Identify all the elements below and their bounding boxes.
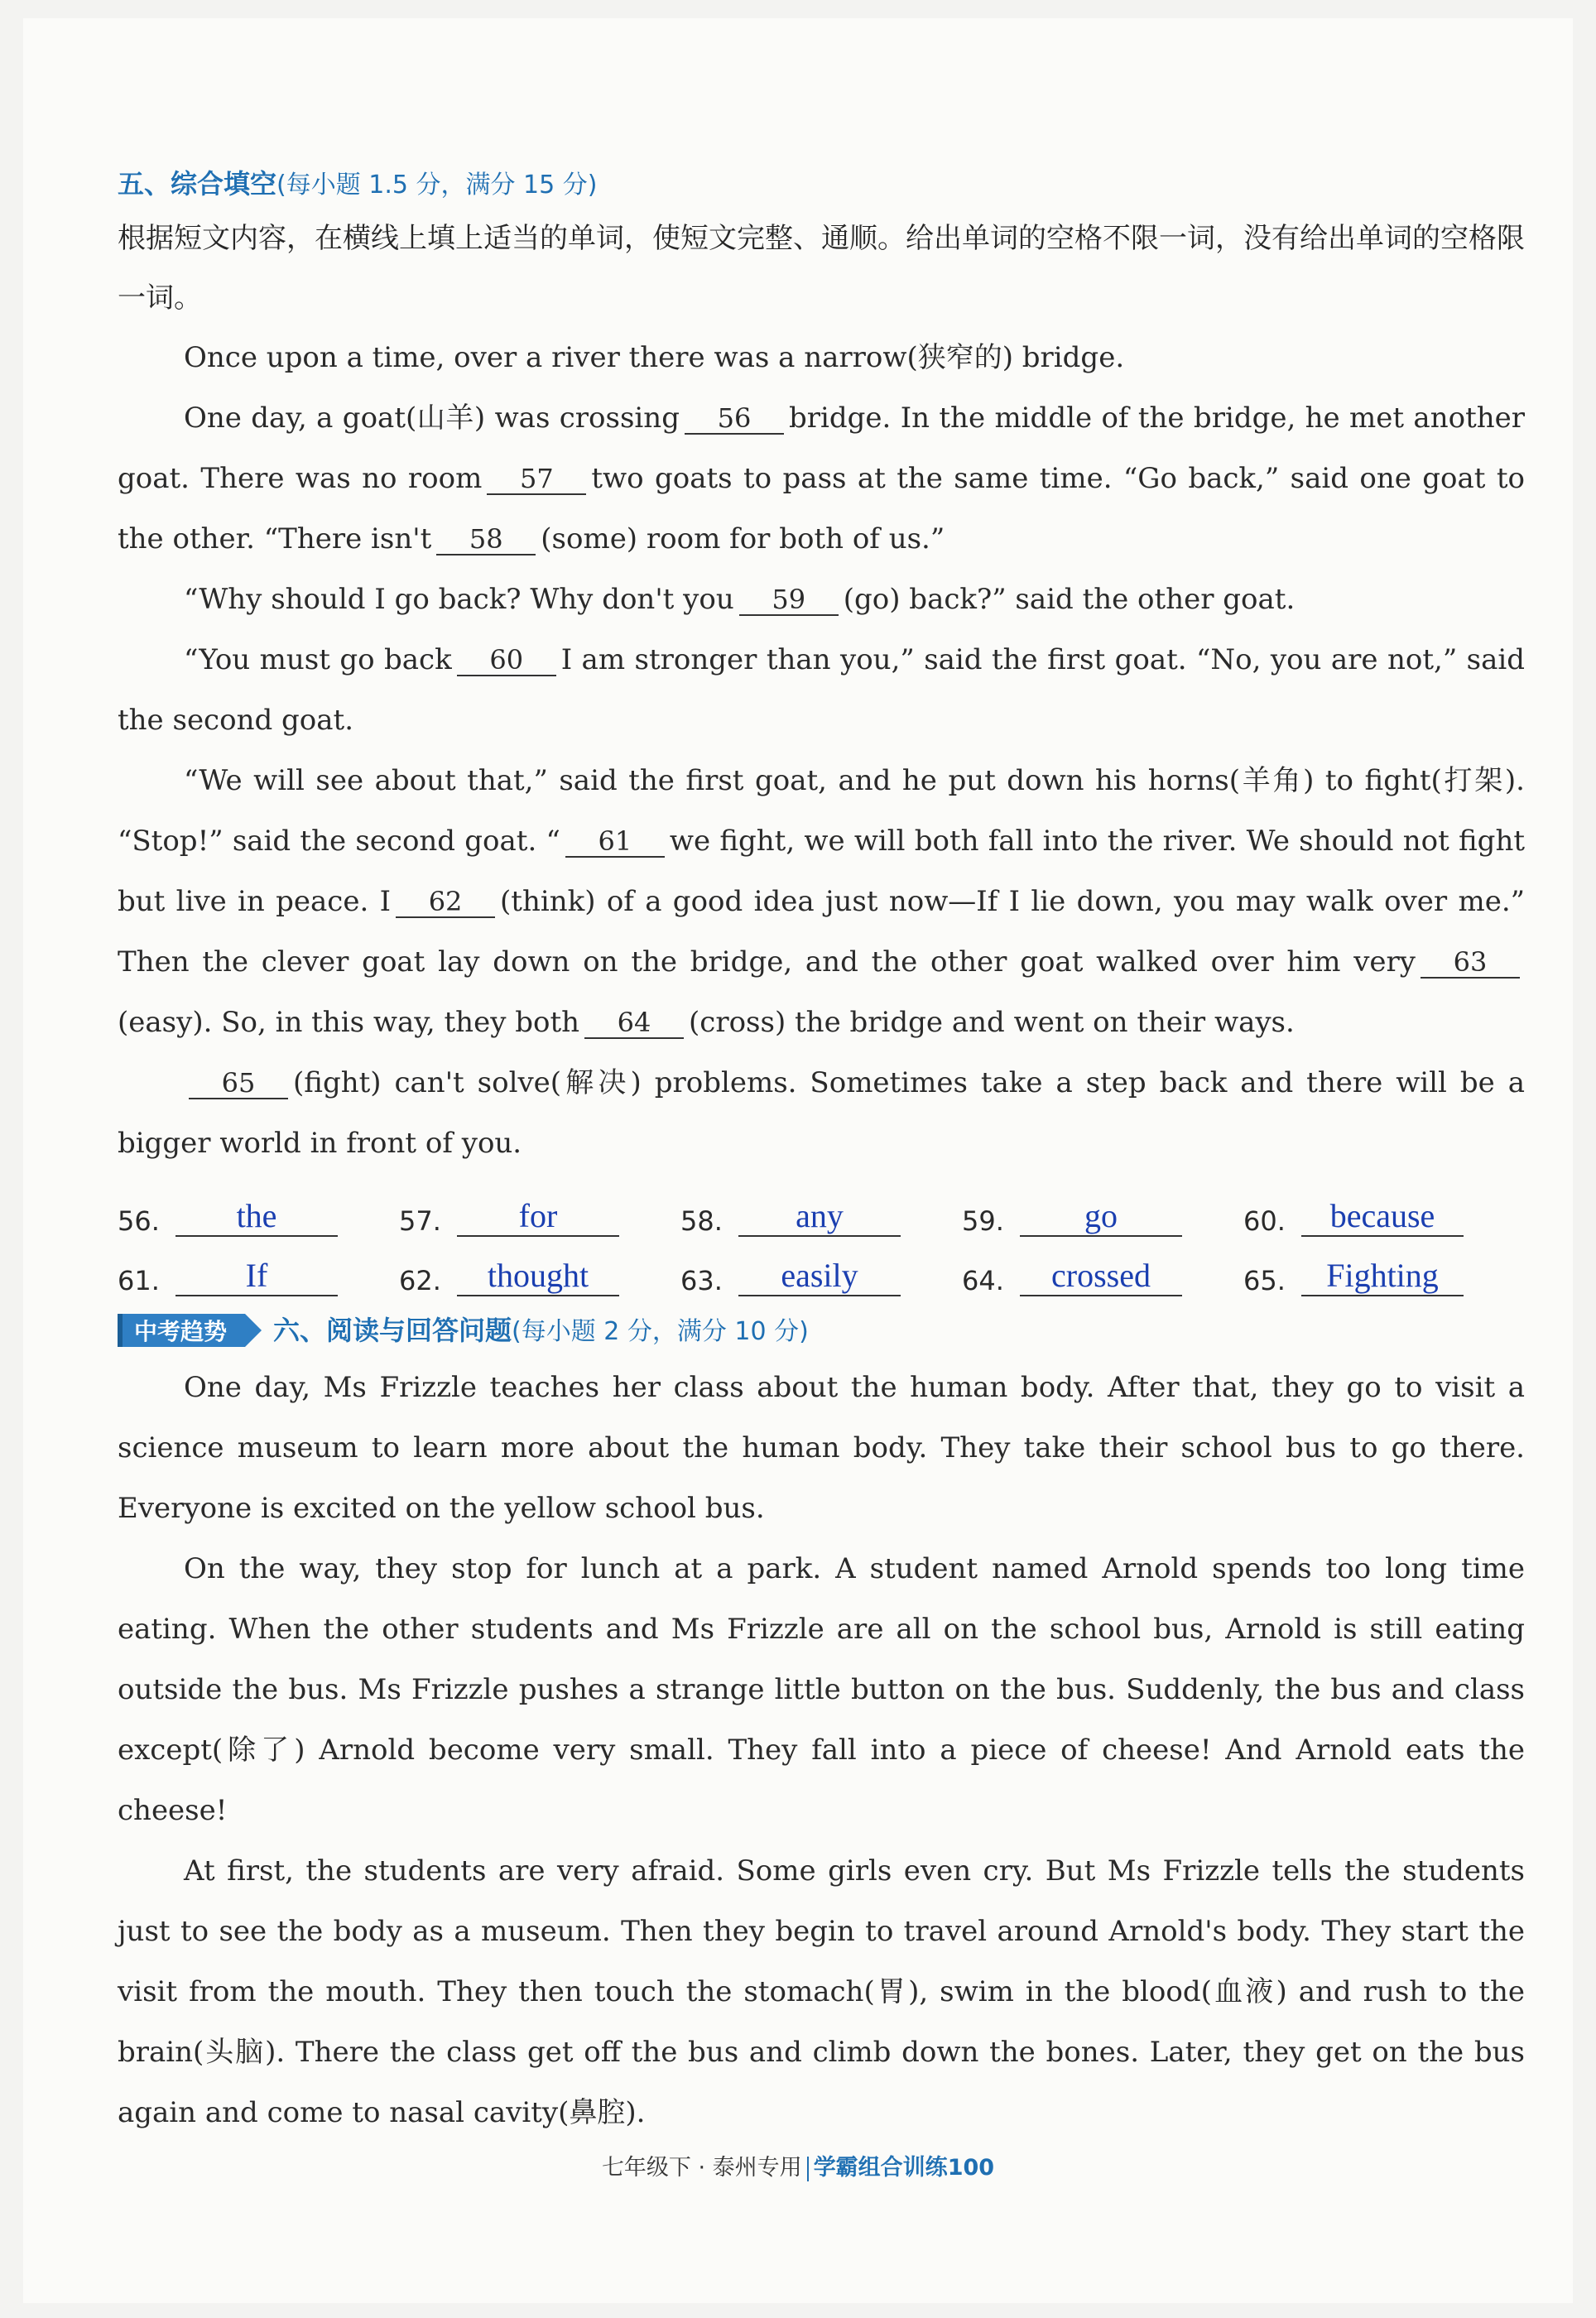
section-5-instruction: 根据短文内容，在横线上填上适当的单词，使短文完整、通顺。给出单词的空格不限一词，没有给出单词的空格限一词。 [118, 222, 1525, 315]
answer-number: 60. [1243, 1205, 1286, 1237]
passage-1-paragraph-3: “Why should I go back? Why don't you 59 (go) back?” said the other goat. [184, 583, 1296, 616]
footer-grade: 七年级下 · 泰州专用 [601, 2155, 802, 2181]
answer-value: Fighting [1301, 1257, 1464, 1296]
blank-56: 56 [685, 403, 784, 435]
blank-62: 62 [396, 887, 495, 918]
answer-number: 58. [680, 1205, 723, 1237]
answer-item [1243, 1197, 1525, 1237]
footer-divider [807, 2157, 809, 2181]
blank-64: 64 [584, 1008, 684, 1039]
answer-value: If [175, 1257, 338, 1296]
passage-2-paragraph-2: On the way, they stop for lunch at a park. A student named Arnold spends too long time eating. When the other students and Ms Frizzle are all on the school bus, Arnold is still eating outside the bus. Ms Frizzle pushes a strange little button on the bus. Suddenly, the bus and class except(除了) Arnold become very small. They fall into a piece of cheese! And Arnold eats the cheese! [118, 1552, 1525, 1827]
blank-60: 60 [457, 645, 556, 676]
footer-brand: 学霸组合训练 [813, 2155, 948, 2181]
answer-item [399, 1257, 680, 1296]
section-6-title: 六、阅读与回答问题 [273, 1315, 512, 1346]
section-5-score: (每小题 1.5 分，满分 15 分) [276, 171, 598, 200]
section-5-heading [118, 159, 1525, 209]
answer-value: thought [457, 1257, 619, 1296]
answer-item [399, 1197, 680, 1237]
answer-value: for [457, 1197, 619, 1237]
answer-grid [118, 1177, 1525, 1296]
page-footer [0, 2149, 1596, 2181]
blank-57: 57 [487, 464, 586, 495]
answer-value: any [738, 1197, 901, 1237]
answer-number: 63. [680, 1265, 723, 1296]
blank-58: 58 [436, 524, 536, 555]
footer-page-number: 100 [947, 2155, 995, 2181]
section-6-score: (每小题 2 分，满分 10 分) [512, 1317, 809, 1346]
blank-59: 59 [739, 584, 839, 616]
passage-1-paragraph-1: Once upon a time, over a river there was a narrow(狭窄的) bridge. [184, 341, 1125, 374]
blank-61: 61 [565, 826, 665, 858]
section-6-heading [118, 1303, 1525, 1358]
answer-value: because [1301, 1197, 1464, 1237]
answer-number: 65. [1243, 1265, 1286, 1296]
passage-2-paragraph-3: At first, the students are very afraid. Some girls even cry. But Ms Frizzle tells the students just to see the body as a museum. Then they begin to travel around Arnold's body. They start the visit from the mouth. They then touch the stomach(胃), swim in the blood(血液) and rush to the brain(头脑). There the class get off the bus and climb down the bones. Later, they get on the bus again and come to nasal cavity(鼻腔). [118, 1854, 1525, 2129]
answer-item [680, 1197, 962, 1237]
answer-value: go [1020, 1197, 1182, 1237]
passage-1-paragraph-4: “You must go back 60 I am stronger than you,” said the first goat. “No, you are not,” said the second goat. [118, 643, 1525, 737]
section-5-title: 五、综合填空 [118, 168, 277, 200]
answer-number: 56. [118, 1205, 160, 1237]
passage-2-paragraph-1: One day, Ms Frizzle teaches her class about the human body. After that, they go to visit a science museum to learn more about the human body. They take their school bus to go there. Everyone is excited on the yellow school bus. [118, 1371, 1525, 1525]
answer-value: the [175, 1197, 338, 1237]
blank-65: 65 [189, 1068, 288, 1099]
exam-trend-tag: 中考趋势 [118, 1314, 245, 1347]
answer-value: crossed [1020, 1257, 1182, 1296]
answer-item [118, 1197, 399, 1237]
answer-row [118, 1237, 1525, 1296]
worksheet-content [118, 159, 1525, 2143]
answer-item [1243, 1257, 1525, 1296]
answer-number: 57. [399, 1205, 441, 1237]
answer-item [680, 1257, 962, 1296]
passage-1-paragraph-5: “We will see about that,” said the first goat, and he put down his horns(羊角) to fight(打架). “Stop!” said the second goat. “ 61 we fight, we will both fall into the river. We should not fight but live in peace. I 62 (think) of a good idea just now—If I lie down, you may walk over me.” Then the clever goat lay down on the bridge, and the other goat walked over him very 63(easy). So, in this way, they both 64 (cross) the bridge and went on their ways. [118, 764, 1526, 1039]
passage-1-paragraph-6: 65 (fight) can't solve(解决) problems. Sometimes take a step back and there will be a bigger world in front of you. [118, 1066, 1525, 1160]
answer-number: 59. [962, 1205, 1004, 1237]
answer-row [118, 1177, 1525, 1237]
answer-number: 64. [962, 1265, 1004, 1296]
answer-number: 62. [399, 1265, 441, 1296]
passage-1-paragraph-2: One day, a goat(山羊) was crossing 56 bridge. In the middle of the bridge, he met another goat. There was no room 57 two goats to pass at the same time. “Go back,” said one goat to the other. “There isn't 58 (some) room for both of us.” [118, 402, 1526, 555]
answer-item [962, 1257, 1243, 1296]
blank-63: 63 [1421, 947, 1520, 979]
answer-value: easily [738, 1257, 901, 1296]
answer-number: 61. [118, 1265, 160, 1296]
answer-item [118, 1257, 399, 1296]
answer-item [962, 1197, 1243, 1237]
